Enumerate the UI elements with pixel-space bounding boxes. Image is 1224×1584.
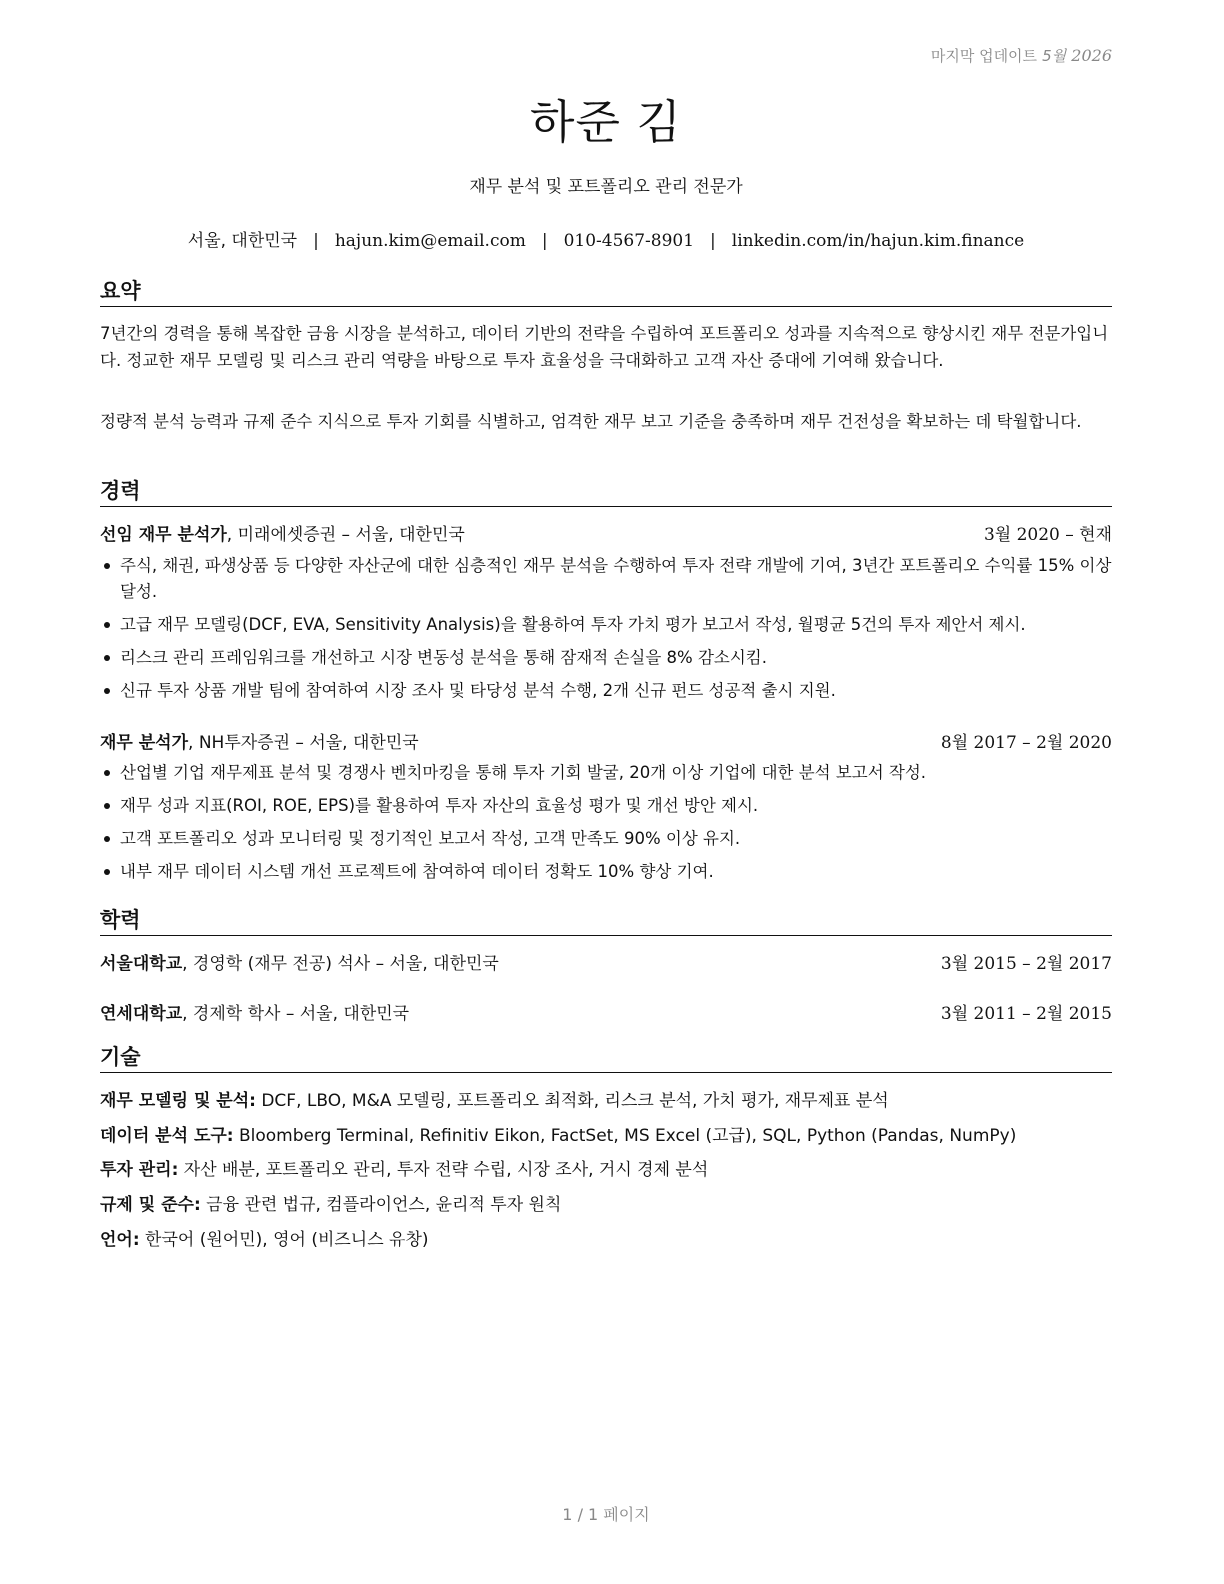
contact-separator: | bbox=[541, 231, 548, 251]
job-bullet: 재무 성과 지표(ROI, ROE, EPS)를 활용하여 투자 자산의 효율성 평가 및 개선 방안 제시. bbox=[100, 793, 1112, 819]
skill-value: Bloomberg Terminal, Refinitiv Eikon, FactSet, MS Excel (고급), SQL, Python (Pandas, NumPy) bbox=[233, 1126, 1017, 1146]
last-updated-month: 5월 bbox=[1042, 47, 1067, 65]
contact-email[interactable]: hajun.kim@email.com bbox=[334, 231, 526, 251]
job-bullet: 신규 투자 상품 개발 팀에 참여하여 시장 조사 및 타당성 분석 수행, 2개 신규 펀드 성공적 출시 지원. bbox=[100, 678, 1112, 704]
section-title-experience: 경력 bbox=[100, 478, 1112, 507]
contact-location: 서울, 대한민국 bbox=[187, 231, 298, 251]
contact-line bbox=[100, 226, 1112, 251]
job-company: , 미래에셋증권 – 서울, 대한민국 bbox=[226, 525, 465, 545]
skill-row bbox=[100, 1158, 1112, 1182]
job-bullet: 고급 재무 모델링(DCF, EVA, Sensitivity Analysis)을 활용하여 투자 가치 평가 보고서 작성, 월평균 5건의 투자 제안서 제시. bbox=[100, 612, 1112, 638]
skill-label: 재무 모델링 및 분석: bbox=[100, 1091, 256, 1111]
job-bullets bbox=[100, 553, 1112, 711]
education-dates: 3월 2015 – 2월 2017 bbox=[940, 954, 1112, 974]
section-title-summary: 요약 bbox=[100, 278, 1112, 307]
last-updated-year: 2026 bbox=[1071, 46, 1112, 65]
job-role: 선임 재무 분석가 bbox=[100, 525, 227, 545]
skill-row bbox=[100, 1124, 1112, 1148]
candidate-tagline: 재무 분석 및 포트폴리오 관리 전문가 bbox=[469, 177, 743, 197]
skill-label: 데이터 분석 도구: bbox=[100, 1126, 234, 1146]
job-bullet: 산업별 기업 재무제표 분석 및 경쟁사 벤치마킹을 통해 투자 기회 발굴, 20개 이상 기업에 대한 분석 보고서 작성. bbox=[100, 760, 1112, 786]
job-bullet: 주식, 채권, 파생상품 등 다양한 자산군에 대한 심층적인 재무 분석을 수행하여 투자 전략 개발에 기여, 3년간 포트폴리오 수익률 15% 이상 달성. bbox=[100, 553, 1112, 605]
last-updated-label: 마지막 업데이트 bbox=[930, 47, 1038, 65]
job-bullet: 리스크 관리 프레임워크를 개선하고 시장 변동성 분석을 통해 잠재적 손실을 8% 감소시킴. bbox=[100, 645, 1112, 671]
contact-linkedin[interactable]: linkedin.com/in/hajun.kim.finance bbox=[731, 231, 1025, 251]
section-title-education: 학력 bbox=[100, 907, 1112, 936]
job-dates: 3월 2020 – 현재 bbox=[983, 525, 1112, 545]
job-header bbox=[100, 523, 1112, 547]
skill-label: 투자 관리: bbox=[100, 1160, 179, 1180]
contact-phone: 010-4567-8901 bbox=[563, 231, 695, 251]
summary-paragraph: 7년간의 경력을 통해 복잡한 금융 시장을 분석하고, 데이터 기반의 전략을 수립하여 포트폴리오 성과를 지속적으로 향상시킨 재무 전문가입니다. 정교한 재무 모델링 및 리스크 관리 역량을 바탕으로 투자 효율성을 극대화하고 고객 자산 증대에 기여해 왔습니다. bbox=[100, 324, 1109, 370]
job-header bbox=[100, 731, 1112, 755]
job-bullet: 고객 포트폴리오 성과 모니터링 및 정기적인 보고서 작성, 고객 만족도 90% 이상 유지. bbox=[100, 826, 1112, 852]
education-dates: 3월 2011 – 2월 2015 bbox=[940, 1004, 1112, 1024]
skill-row bbox=[100, 1228, 1112, 1252]
contact-separator: | bbox=[313, 231, 319, 251]
job-bullet: 내부 재무 데이터 시스템 개선 프로젝트에 참여하여 데이터 정확도 10% 향상 기여. bbox=[100, 859, 1112, 885]
resume-page bbox=[100, 0, 1112, 1584]
skill-value: 자산 배분, 포트폴리오 관리, 투자 전략 수립, 시장 조사, 거시 경제 분석 bbox=[178, 1160, 709, 1180]
education-detail: , 경영학 (재무 전공) 석사 – 서울, 대한민국 bbox=[182, 954, 499, 974]
education-entry bbox=[100, 952, 1112, 976]
education-school: 연세대학교 bbox=[100, 1004, 183, 1024]
section-title-skills: 기술 bbox=[100, 1044, 1112, 1073]
skill-value: 한국어 (원어민), 영어 (비즈니스 유창) bbox=[139, 1230, 429, 1250]
education-detail: , 경제학 학사 – 서울, 대한민국 bbox=[182, 1004, 410, 1024]
last-updated bbox=[931, 45, 1112, 66]
education-entry bbox=[100, 1002, 1112, 1026]
job-bullets bbox=[100, 760, 1112, 892]
education-school: 서울대학교 bbox=[100, 954, 183, 974]
job-company: , NH투자증권 – 서울, 대한민국 bbox=[188, 733, 419, 753]
skill-label: 언어: bbox=[100, 1230, 140, 1250]
skill-row bbox=[100, 1193, 1112, 1217]
contact-separator: | bbox=[710, 231, 716, 251]
page-indicator: 1 / 1 페이지 bbox=[562, 1505, 650, 1524]
skill-value: 금융 관련 법규, 컴플라이언스, 윤리적 투자 원칙 bbox=[200, 1195, 562, 1215]
job-dates: 8월 2017 – 2월 2020 bbox=[940, 733, 1112, 753]
job-role: 재무 분석가 bbox=[100, 733, 189, 753]
skill-label: 규제 및 준수: bbox=[100, 1195, 201, 1215]
summary-paragraph: 정량적 분석 능력과 규제 준수 지식으로 투자 기회를 식별하고, 엄격한 재무 보고 기준을 충족하며 재무 건전성을 확보하는 데 탁월합니다. bbox=[100, 412, 1082, 431]
candidate-name: 하준 김 bbox=[530, 95, 682, 149]
skill-value: DCF, LBO, M&A 모델링, 포트폴리오 최적화, 리스크 분석, 가치 평가, 재무제표 분석 bbox=[255, 1091, 889, 1111]
skill-row bbox=[100, 1089, 1112, 1113]
